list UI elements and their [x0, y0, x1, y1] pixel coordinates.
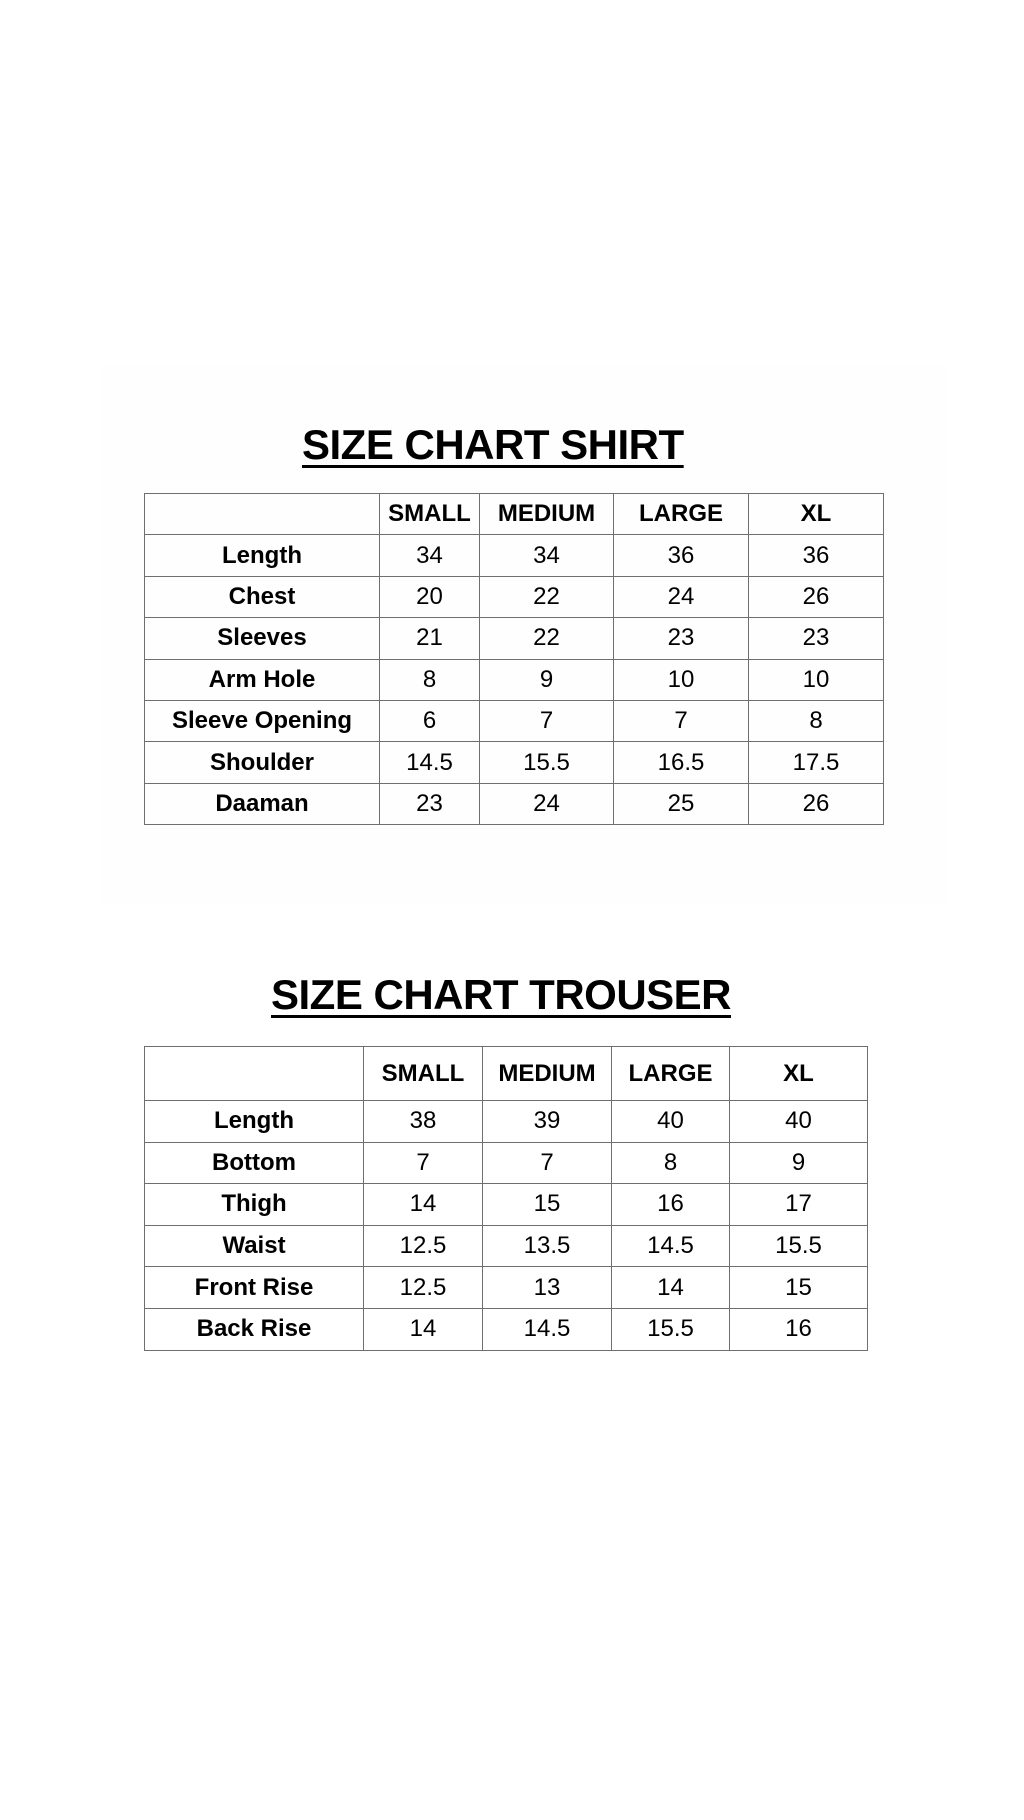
table-cell: 16.5 — [614, 742, 749, 783]
table-cell: 10 — [749, 659, 884, 700]
row-label: Arm Hole — [145, 659, 380, 700]
table-cell: 13.5 — [483, 1225, 612, 1267]
table-cell: 7 — [614, 700, 749, 741]
table-cell: 26 — [749, 576, 884, 617]
table-cell: 15.5 — [730, 1225, 868, 1267]
table-cell: 7 — [364, 1142, 483, 1184]
column-header-medium: MEDIUM — [480, 494, 614, 535]
row-label: Thigh — [145, 1184, 364, 1226]
table-row — [145, 700, 884, 741]
table-cell: 21 — [380, 618, 480, 659]
table-cell: 36 — [749, 535, 884, 576]
trouser-size-table — [144, 1046, 868, 1351]
table-cell: 7 — [480, 700, 614, 741]
table-row — [145, 1308, 868, 1350]
table-cell: 40 — [612, 1101, 730, 1143]
row-label: Back Rise — [145, 1308, 364, 1350]
table-row — [145, 742, 884, 783]
table-cell: 22 — [480, 618, 614, 659]
table-row — [145, 1225, 868, 1267]
table-cell: 24 — [480, 783, 614, 824]
table-cell: 34 — [380, 535, 480, 576]
table-cell: 14.5 — [380, 742, 480, 783]
table-cell: 12.5 — [364, 1267, 483, 1309]
table-cell: 12.5 — [364, 1225, 483, 1267]
table-cell: 40 — [730, 1101, 868, 1143]
table-cell: 34 — [480, 535, 614, 576]
table-row — [145, 618, 884, 659]
table-cell: 23 — [749, 618, 884, 659]
table-cell: 16 — [730, 1308, 868, 1350]
table-cell: 14 — [364, 1308, 483, 1350]
table-cell: 38 — [364, 1101, 483, 1143]
row-label: Daaman — [145, 783, 380, 824]
table-cell: 24 — [614, 576, 749, 617]
table-row — [145, 576, 884, 617]
table-cell: 15 — [730, 1267, 868, 1309]
shirt-size-chart-title: SIZE CHART SHIRT — [302, 421, 684, 468]
table-header-row — [145, 494, 884, 535]
table-header-row — [145, 1047, 868, 1101]
table-cell: 16 — [612, 1184, 730, 1226]
table-cell: 25 — [614, 783, 749, 824]
table-cell: 8 — [749, 700, 884, 741]
table-cell: 9 — [480, 659, 614, 700]
table-cell: 15.5 — [480, 742, 614, 783]
column-header-xl: XL — [749, 494, 884, 535]
table-cell: 13 — [483, 1267, 612, 1309]
table-cell: 23 — [614, 618, 749, 659]
table-cell: 8 — [380, 659, 480, 700]
table-cell: 10 — [614, 659, 749, 700]
table-cell: 36 — [614, 535, 749, 576]
table-row — [145, 1267, 868, 1309]
table-cell: 17.5 — [749, 742, 884, 783]
table-cell: 14 — [364, 1184, 483, 1226]
row-label: Chest — [145, 576, 380, 617]
table-row — [145, 659, 884, 700]
row-label: Front Rise — [145, 1267, 364, 1309]
table-row — [145, 783, 884, 824]
table-cell: 15.5 — [612, 1308, 730, 1350]
table-cell: 9 — [730, 1142, 868, 1184]
table-row — [145, 1101, 868, 1143]
row-label: Bottom — [145, 1142, 364, 1184]
table-cell: 26 — [749, 783, 884, 824]
row-label: Shoulder — [145, 742, 380, 783]
row-label: Length — [145, 1101, 364, 1143]
column-header-large: LARGE — [612, 1047, 730, 1101]
row-label: Sleeves — [145, 618, 380, 659]
table-cell: 39 — [483, 1101, 612, 1143]
table-row — [145, 1142, 868, 1184]
column-header-xl: XL — [730, 1047, 868, 1101]
corner-cell — [145, 1047, 364, 1101]
table-cell: 14 — [612, 1267, 730, 1309]
table-row — [145, 535, 884, 576]
column-header-small: SMALL — [380, 494, 480, 535]
table-cell: 20 — [380, 576, 480, 617]
table-cell: 15 — [483, 1184, 612, 1226]
row-label: Length — [145, 535, 380, 576]
table-cell: 22 — [480, 576, 614, 617]
shirt-size-table — [144, 493, 884, 825]
trouser-size-chart-title: SIZE CHART TROUSER — [271, 971, 732, 1018]
table-cell: 8 — [612, 1142, 730, 1184]
column-header-small: SMALL — [364, 1047, 483, 1101]
table-row — [145, 1184, 868, 1226]
table-cell: 17 — [730, 1184, 868, 1226]
corner-cell — [145, 494, 380, 535]
row-label: Sleeve Opening — [145, 700, 380, 741]
table-cell: 23 — [380, 783, 480, 824]
table-cell: 6 — [380, 700, 480, 741]
row-label: Waist — [145, 1225, 364, 1267]
table-cell: 14.5 — [483, 1308, 612, 1350]
table-cell: 7 — [483, 1142, 612, 1184]
column-header-medium: MEDIUM — [483, 1047, 612, 1101]
column-header-large: LARGE — [614, 494, 749, 535]
table-cell: 14.5 — [612, 1225, 730, 1267]
